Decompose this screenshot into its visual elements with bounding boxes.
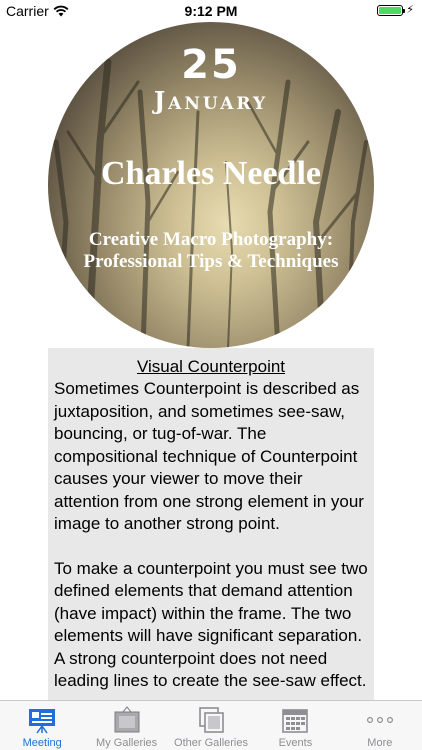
speaker-name: Charles Needle <box>100 155 321 192</box>
talk-subtitle <box>48 229 374 273</box>
description-paragraph-1: Sometimes Counterpoint is described as juxtaposition, and sometimes see-saw, bouncing, or tug-of-war. The compositional technique of Counterpoint causes your viewer to move their attention from one strong element in your image to another strong point. <box>54 379 364 533</box>
tab-bar <box>0 700 422 750</box>
description-paragraph-2: To make a counterpoint you must see two defined elements that demand attention (have impact) within the frame. The two elements will have significant separation. A strong counterpoint does not need leading lines to create the see-saw effect. <box>54 558 368 690</box>
carrier-label: Carrier <box>6 3 49 19</box>
charging-bolt-icon: ⚡ <box>406 4 414 16</box>
tab-label-meeting: Meeting <box>22 737 62 749</box>
tab-label-events: Events <box>278 737 313 749</box>
battery-tip <box>403 9 405 13</box>
meeting-month: January <box>153 86 269 115</box>
status-time: 9:12 PM <box>184 3 238 19</box>
tab-label-more: More <box>367 737 393 749</box>
more-icon <box>365 706 395 734</box>
talk-subtitle-line2: Professional Tips & Techniques <box>83 251 339 272</box>
description-title: Visual Counterpoint <box>136 357 286 376</box>
tab-more[interactable] <box>338 701 422 750</box>
tab-my-galleries[interactable] <box>84 701 168 750</box>
talk-subtitle-line1: Creative Macro Photography: <box>88 229 334 250</box>
tab-label-my-galleries: My Galleries <box>96 737 158 749</box>
presentation-icon <box>27 706 57 734</box>
tab-other-galleries[interactable] <box>169 701 253 750</box>
battery-fill <box>379 7 401 14</box>
meeting-banner-image <box>48 22 374 348</box>
battery-icon <box>377 5 403 16</box>
calendar-icon <box>280 706 310 734</box>
paragraph-spacer <box>48 536 374 558</box>
tab-label-other-galleries: Other Galleries <box>174 737 248 749</box>
stacked-frames-icon <box>196 706 226 734</box>
status-bar <box>0 0 422 22</box>
tab-meeting[interactable] <box>0 701 84 750</box>
meeting-day: 25 <box>181 42 241 88</box>
description-panel[interactable] <box>48 348 374 700</box>
tab-events[interactable] <box>253 701 337 750</box>
picture-frame-icon <box>112 706 142 734</box>
status-right <box>377 5 414 16</box>
